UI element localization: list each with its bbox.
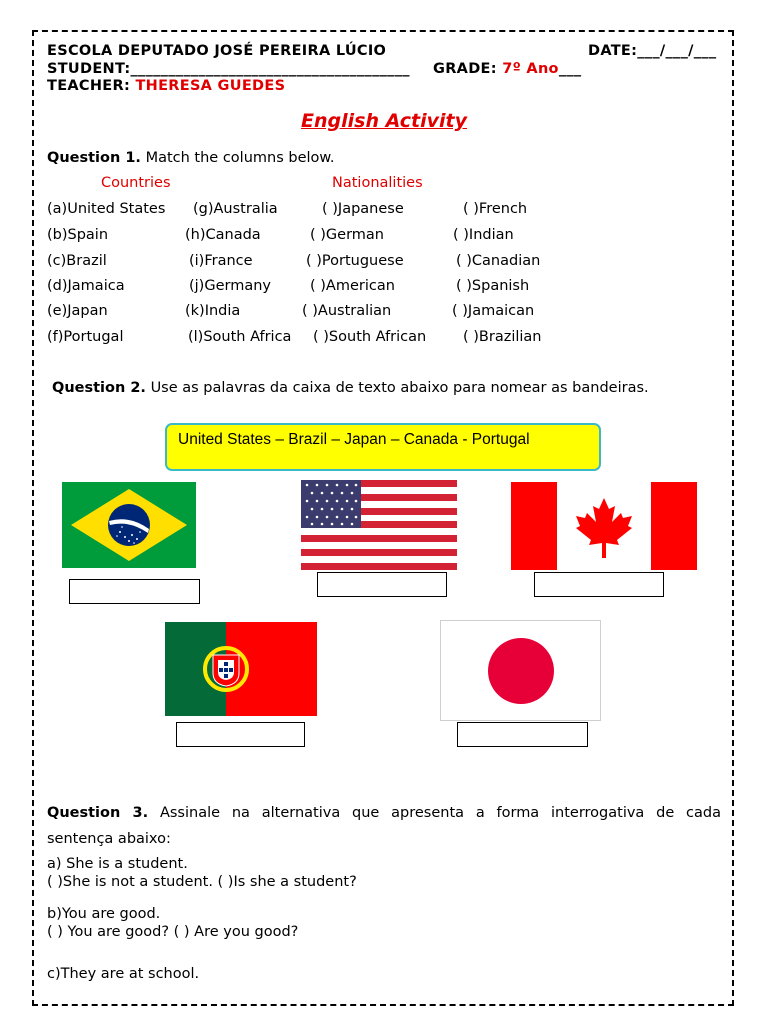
teacher-name: THERESA GUEDES [135, 78, 286, 94]
q1-cell: (k)India [185, 303, 241, 319]
q3-b-sentence: b)You are good. [47, 906, 161, 922]
school-name: ESCOLA DEPUTADO JOSÉ PEREIRA LÚCIO [47, 43, 387, 59]
q1-answer[interactable]: ( )Australian [302, 303, 392, 319]
q1-cell: (l)South Africa [188, 329, 292, 345]
q3-a-sentence: a) She is a student. [47, 856, 188, 872]
date-field[interactable]: DATE:___/___/___ [588, 43, 717, 59]
q1-cell: (i)France [189, 253, 253, 269]
teacher-line [47, 78, 285, 94]
canada-flag [511, 482, 697, 570]
q3-c-sentence: c)They are at school. [47, 966, 200, 982]
q3-text-line2: sentença abaixo: [47, 831, 171, 847]
teacher-label: TEACHER: [47, 78, 131, 94]
canada-answer-box[interactable] [534, 572, 664, 597]
grade-field [433, 61, 581, 77]
word-box-text: United States – Brazil – Japan – Canada - Portugal [178, 431, 530, 448]
q1-answer[interactable]: ( )Brazilian [463, 329, 542, 345]
q2-text: Use as palavras da caixa de texto abaixo para nomear as bandeiras. [150, 380, 649, 396]
page-title: English Activity [301, 110, 467, 132]
q1-cell: (e)Japan [47, 303, 108, 319]
q1-answer[interactable]: ( )Portuguese [306, 253, 404, 269]
japan-flag [440, 620, 601, 721]
brazil-flag [62, 482, 196, 568]
q1-cell: (j)Germany [189, 278, 271, 294]
q1-answer[interactable]: ( )German [310, 227, 384, 243]
q2-prompt [52, 380, 649, 396]
nationalities-header: Nationalities [332, 175, 423, 191]
grade-label: GRADE: [433, 61, 497, 77]
student-field[interactable]: STUDENT:_____________________________________ [47, 61, 410, 77]
q1-answer[interactable]: ( )Indian [453, 227, 514, 243]
q3-a-options[interactable]: ( )She is not a student. ( )Is she a student? [47, 874, 357, 890]
q1-prompt [47, 150, 335, 166]
q1-label: Question 1. [47, 150, 141, 166]
q1-text: Match the columns below. [145, 150, 335, 166]
brazil-answer-box[interactable] [69, 579, 200, 604]
q1-cell: (f)Portugal [47, 329, 124, 345]
word-box [165, 423, 601, 471]
q1-answer[interactable]: ( )Spanish [456, 278, 530, 294]
q1-cell: (b)Spain [47, 227, 109, 243]
countries-header: Countries [101, 175, 171, 191]
q3-b-options[interactable]: ( ) You are good? ( ) Are you good? [47, 924, 299, 940]
grade-blank: ___ [558, 61, 582, 77]
portugal-flag [165, 622, 317, 716]
q1-answer[interactable]: ( )Canadian [456, 253, 541, 269]
usa-answer-box[interactable] [317, 572, 447, 597]
q3-text-line1: Assinale na alternativa que apresenta a forma interrogativa de cada [159, 805, 721, 821]
grade-value: 7º Ano [502, 61, 559, 77]
q1-cell: (d)Jamaica [47, 278, 125, 294]
q1-answer[interactable]: ( )French [463, 201, 528, 217]
portugal-answer-box[interactable] [176, 722, 305, 747]
q1-cell: (c)Brazil [47, 253, 107, 269]
q3-prompt [47, 805, 721, 821]
q3-label: Question 3. [47, 805, 149, 821]
q1-answer[interactable]: ( )South African [313, 329, 427, 345]
q1-answer[interactable]: ( )Jamaican [452, 303, 535, 319]
q1-cell: (g)Australia [193, 201, 278, 217]
q1-answer[interactable]: ( )American [310, 278, 395, 294]
q2-label: Question 2. [52, 380, 146, 396]
usa-flag [301, 480, 457, 570]
q1-answer[interactable]: ( )Japanese [322, 201, 404, 217]
q1-cell: (h)Canada [185, 227, 261, 243]
q1-cell: (a)United States [47, 201, 166, 217]
japan-answer-box[interactable] [457, 722, 588, 747]
